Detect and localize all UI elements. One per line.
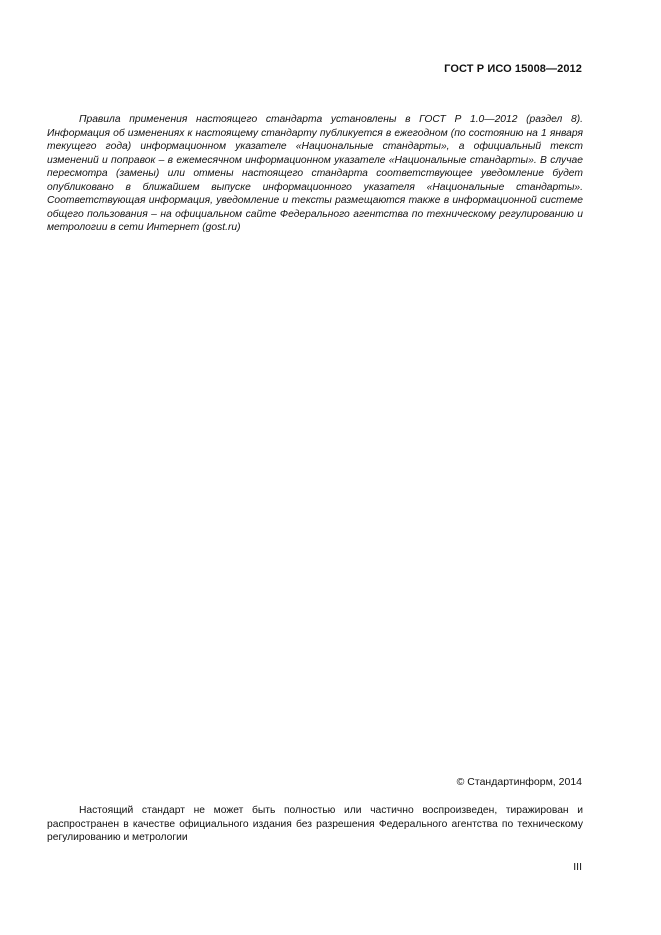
standard-info-paragraph: Правила применения настоящего стандарта установлены в ГОСТ Р 1.0—2012 (раздел 8). Информация об изменениях к настоящему стандарту публикуется в ежегодном (по состоянию на 1 января текущего года) информационном указателе «Национальные стандарты», а официальный текст изменений и поправок – в ежемесячном информационном указателе «Национальные стандарты». В случае пересмотра (замены) или отмены настоящего стандарта соответствующее уведомление будет опубликовано в ближайшем выпуске информационного указателя «Национальные стандарты». Соответствующая информация, уведомление и тексты размещаются также в информационной системе общего пользования – на официальном сайте Федерального агентства по техническому регулированию и метрологии в сети Интернет (gost.ru) <box>47 114 583 233</box>
page-number: III <box>573 861 582 873</box>
reproduction-notice: Настоящий стандарт не может быть полностью или частично воспроизведен, тиражирован и распространен в качестве официального издания без разрешения Федерального агентства по техническому регулированию и метрологии <box>47 805 583 843</box>
copyright-notice: © Стандартинформ, 2014 <box>456 776 582 788</box>
standard-code-header: ГОСТ Р ИСО 15008—2012 <box>444 63 582 75</box>
